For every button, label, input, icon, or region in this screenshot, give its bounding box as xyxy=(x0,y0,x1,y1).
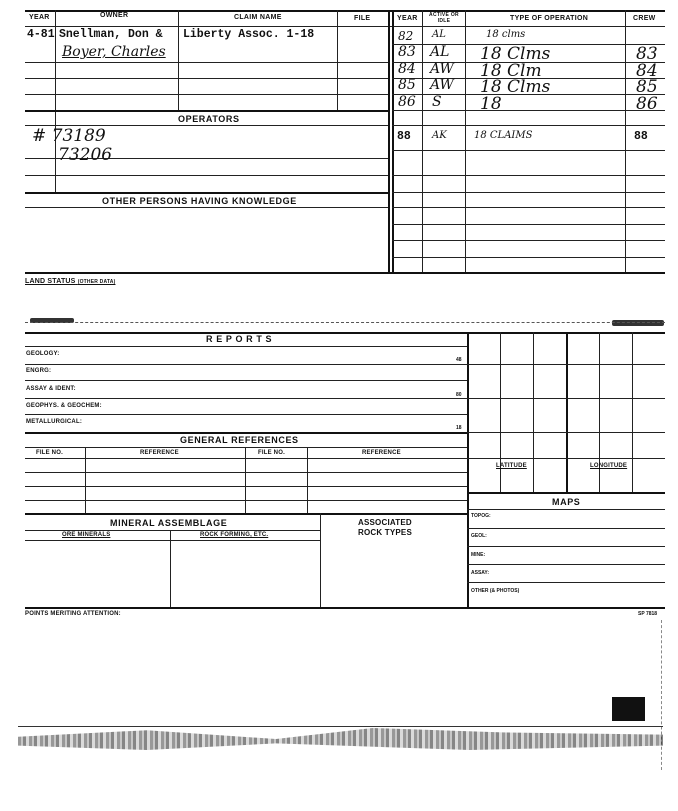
operation-status: AL xyxy=(430,44,450,60)
operation-crew: 88 xyxy=(634,130,648,143)
operation-status: AL xyxy=(432,29,446,40)
operation-type: 18 Clm xyxy=(480,61,542,81)
maps-mine: MINE: xyxy=(471,552,486,558)
operation-crew: 84 xyxy=(636,61,658,81)
operation-crew: 85 xyxy=(636,77,658,97)
operation-year: 84 xyxy=(398,61,416,77)
longitude-label: LONGITUDE xyxy=(590,463,628,469)
header-crew: CREW xyxy=(633,15,656,22)
other-persons-title: OTHER PERSONS HAVING KNOWLEDGE xyxy=(102,196,297,206)
operation-crew: 86 xyxy=(636,94,658,114)
operation-status: AW xyxy=(430,77,454,93)
operation-crew: 83 xyxy=(636,44,658,64)
maps-geol: GEOL: xyxy=(471,533,487,539)
operation-year: 88 xyxy=(397,130,411,143)
operation-year: 83 xyxy=(398,44,416,60)
owner-name: Snellman, Don & xyxy=(59,28,163,41)
report-assay-code: 80 xyxy=(456,392,462,398)
operation-year: 82 xyxy=(398,29,414,43)
maps-other: OTHER (& PHOTOS) xyxy=(471,588,520,594)
operation-type: 18 Clms xyxy=(480,44,551,64)
reports-title: R E P O R T S xyxy=(206,334,273,344)
operation-year: 85 xyxy=(398,77,416,93)
ore-minerals-label: ORE MINERALS xyxy=(62,532,111,538)
black-square xyxy=(612,697,645,721)
operation-type: 18 CLAIMS xyxy=(474,130,533,141)
operation-type: 18 xyxy=(480,94,502,114)
header-owner: OWNER xyxy=(100,12,129,19)
header-type-of-operation: TYPE OF OPERATION xyxy=(510,15,589,22)
land-status-title: LAND STATUS (OTHER DATA) xyxy=(25,278,116,285)
owner-name-2: Boyer, Charles xyxy=(62,44,166,60)
report-metallurgical-label: METALLURGICAL: xyxy=(26,419,83,425)
header-year-2: YEAR xyxy=(397,15,418,22)
maps-topog: TOPOG: xyxy=(471,513,491,519)
header-claim-name: CLAIM NAME xyxy=(234,14,282,21)
report-geology-label: GEOLOGY: xyxy=(26,351,60,357)
header-file: FILE xyxy=(354,15,371,22)
report-assay-label: ASSAY & IDENT: xyxy=(26,386,76,392)
operation-type: 18 clms xyxy=(486,29,526,40)
points-title: POINTS MERITING ATTENTION: xyxy=(25,611,121,617)
ref-header-reference-2: REFERENCE xyxy=(362,450,401,456)
form-code: SP 7818 xyxy=(638,611,658,617)
operation-status: AK xyxy=(432,130,447,141)
associated-title-2: ROCK TYPES xyxy=(358,528,413,537)
header-year: YEAR xyxy=(29,14,50,21)
ref-header-file-no: FILE NO. xyxy=(36,450,63,456)
operation-type: 18 Clms xyxy=(480,77,551,97)
ref-header-reference: REFERENCE xyxy=(140,450,179,456)
mineral-assemblage-title: MINERAL ASSEMBLAGE xyxy=(110,518,228,528)
operation-status: S xyxy=(432,94,442,110)
associated-title: ASSOCIATED xyxy=(358,518,412,527)
maps-title: MAPS xyxy=(552,497,581,507)
maps-assay: ASSAY: xyxy=(471,570,490,576)
latitude-label: LATITUDE xyxy=(496,463,527,469)
report-engrg-label: ENGRG: xyxy=(26,368,52,374)
operator-entry: # 73189 xyxy=(32,126,106,146)
general-references-title: GENERAL REFERENCES xyxy=(180,435,299,445)
report-metallurgical-code: 18 xyxy=(456,425,462,431)
operation-year: 86 xyxy=(398,94,416,110)
report-geophys-label: GEOPHYS. & GEOCHEM: xyxy=(26,403,102,409)
owner-year: 4-81 xyxy=(27,28,55,41)
ref-header-file-no-2: FILE NO. xyxy=(258,450,285,456)
operation-status: AW xyxy=(430,61,454,77)
report-geology-code: 48 xyxy=(456,357,462,363)
header-active-or-idle: ACTIVE OR IDLE xyxy=(429,12,459,24)
operators-title: OPERATORS xyxy=(178,114,240,124)
scan-noise xyxy=(18,728,663,750)
operator-entry: 73206 xyxy=(58,145,113,165)
claim-name: Liberty Assoc. 1-18 xyxy=(183,28,315,41)
rock-forming-label: ROCK FORMING, ETC. xyxy=(200,532,269,538)
